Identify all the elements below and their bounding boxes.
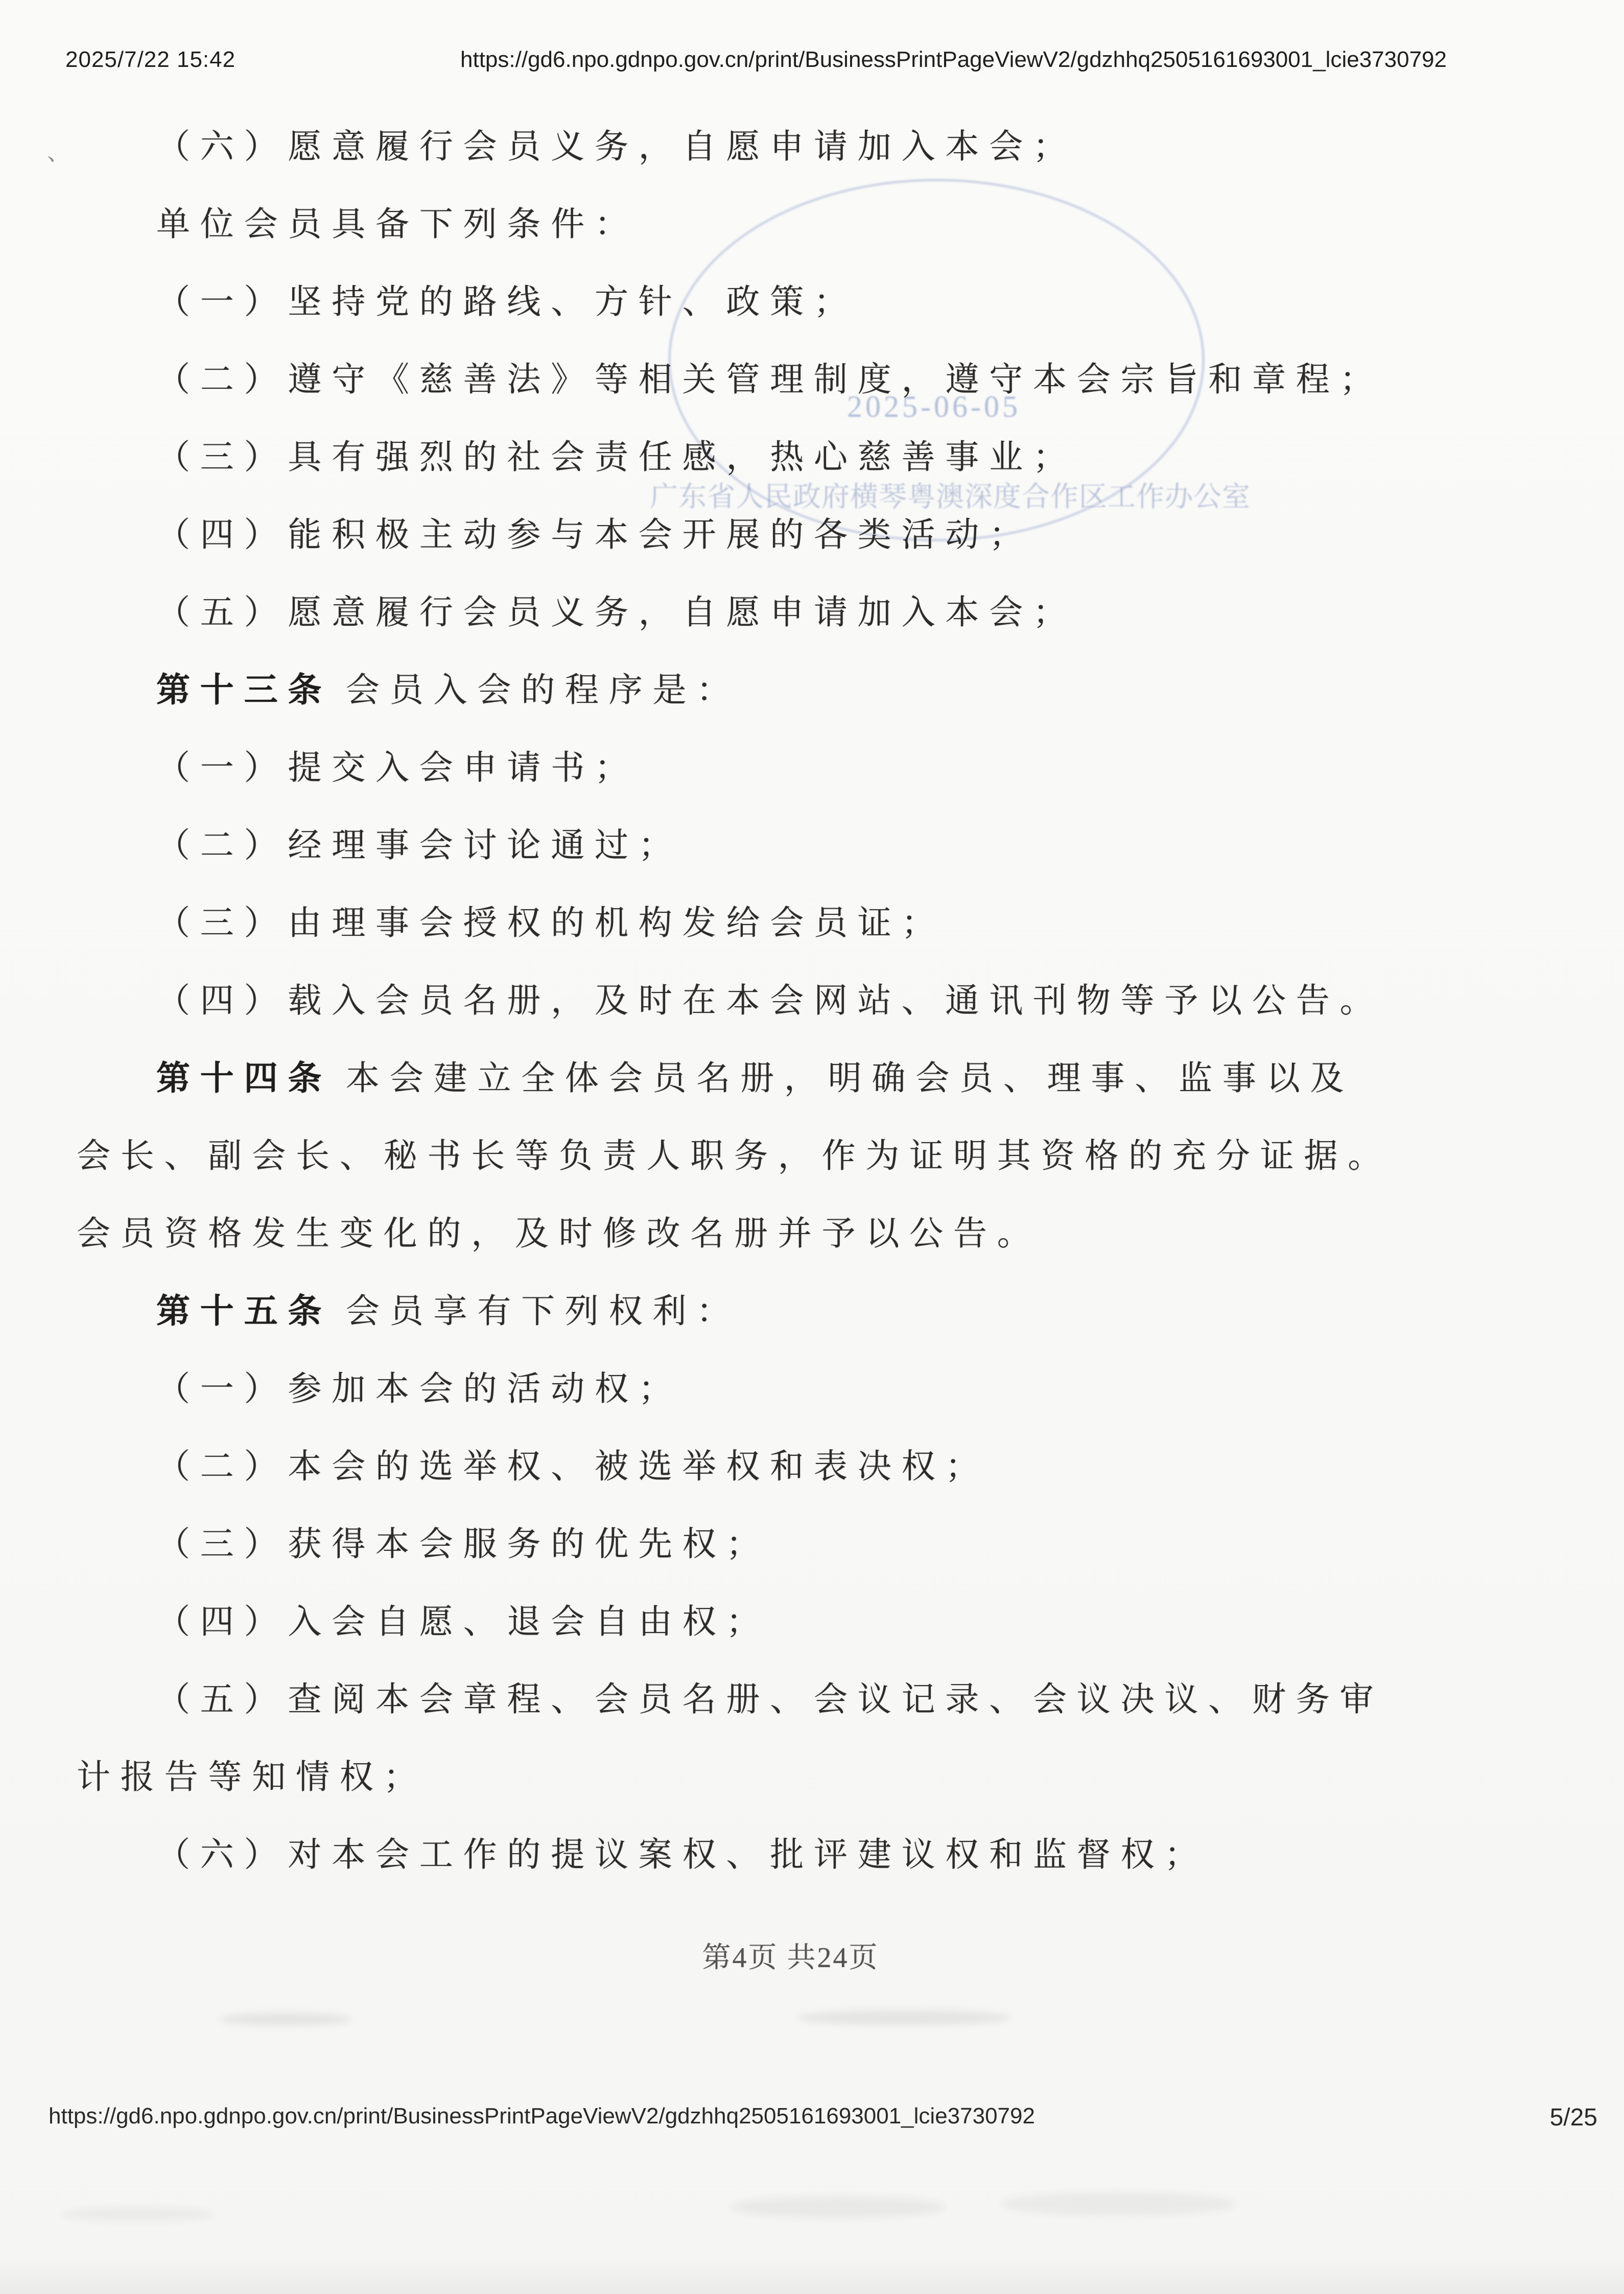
text-line: （四）载入会员名册，及时在本会网站、通讯刊物等予以公告。 [156, 982, 1384, 1020]
text-line: （六）愿意履行会员义务，自愿申请加入本会； [156, 128, 1077, 165]
document-body [0, 104, 1624, 1890]
text-line: （三）具有强烈的社会责任感，热心慈善事业； [156, 438, 1077, 476]
print-datetime: 2025/7/22 15:42 [65, 47, 236, 72]
stamp-date: 2025-06-05 [847, 390, 1021, 423]
page-number-text: 第4页 共24页 [702, 1942, 879, 1974]
text-line: （四）能积极主动参与本会开展的各类活动； [156, 516, 1033, 554]
text-line: （三）获得本会服务的优先权； [156, 1525, 770, 1563]
text-line: （四）入会自愿、退会自由权； [156, 1603, 770, 1641]
scan-smudge [797, 2010, 1011, 2025]
text-line: 计报告等知情权； [77, 1758, 428, 1796]
text-line: （三）由理事会授权的机构发给会员证； [156, 904, 946, 942]
text-line: （二）遵守《慈善法》等相关管理制度，遵守本会宗旨和章程； [156, 361, 1384, 398]
article-number: 第十五条 [156, 1292, 332, 1330]
text-line: （一）坚持党的路线、方针、政策； [156, 283, 858, 321]
scan-smudge [61, 2207, 215, 2222]
text-line: （一）参加本会的活动权； [156, 1370, 682, 1408]
article-number: 第十三条 [156, 671, 332, 709]
text-line: （二）本会的选举权、被选举权和表决权； [156, 1448, 990, 1485]
scan-smudge [731, 2196, 945, 2218]
text-line: 第十四条 本会建立全体会员名册，明确会员、理事、监事以及 [0, 1036, 1624, 1114]
page-number-label [0, 1935, 1624, 1974]
text-line: （一）提交入会申请书； [156, 749, 639, 787]
scan-smudge [1001, 2192, 1236, 2216]
text-line: （五）查阅本会章程、会员名册、会议记录、会议决议、财务审 [156, 1681, 1384, 1718]
print-footer-url: https://gd6.npo.gdnpo.gov.cn/print/BusinessPrintPageViewV2/gdzhhq2505161693001_lcie3730792 [49, 2103, 1035, 2129]
print-header [0, 47, 1624, 76]
print-header-url: https://gd6.npo.gdnpo.gov.cn/print/BusinessPrintPageViewV2/gdzhhq2505161693001_lcie3730792 [460, 47, 1447, 72]
stamp-office-name: 广东省人民政府横琴粤澳深度合作区工作办公室 [650, 481, 1251, 512]
text-line: 第十三条 会员入会的程序是： [0, 648, 1624, 725]
scan-stray-mark: 、 [47, 140, 69, 165]
article-number: 第十四条 [156, 1059, 332, 1097]
pdf-page-indicator: 5/25 [1549, 2104, 1597, 2131]
print-footer [0, 2103, 1624, 2134]
text-line: （五）愿意履行会员义务，自愿申请加入本会； [156, 594, 1077, 631]
scan-smudge [220, 2013, 352, 2026]
text-line: 会员资格发生变化的，及时修改名册并予以公告。 [77, 1215, 1041, 1252]
text-line: （六）对本会工作的提议案权、批评建议权和监督权； [156, 1836, 1209, 1874]
scan-edge-shadow [0, 2258, 1624, 2294]
text-line: 单位会员具备下列条件： [156, 205, 639, 243]
text-line: （二）经理事会讨论通过； [156, 826, 682, 864]
text-line: 会长、副会长、秘书长等负责人职务，作为证明其资格的充分证据。 [77, 1137, 1392, 1175]
text-line: 第十五条 会员享有下列权利： [0, 1269, 1624, 1346]
